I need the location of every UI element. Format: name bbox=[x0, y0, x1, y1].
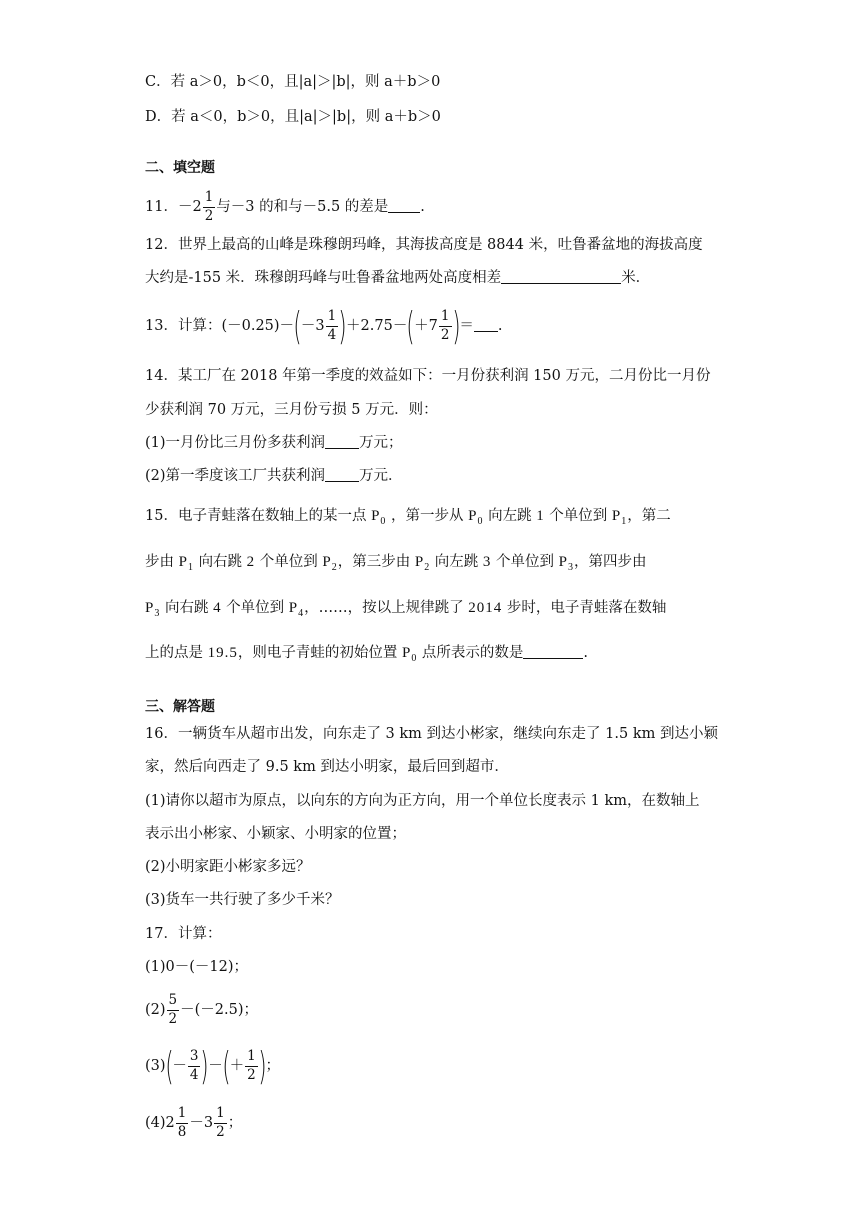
q17-p4-label: (4)2 bbox=[145, 1115, 175, 1131]
q15-symbol: $P_3$ bbox=[145, 600, 161, 619]
q13-middle: ＋2.75－ bbox=[346, 318, 408, 334]
q15-text: 向右跳 bbox=[198, 554, 243, 570]
option-c: C．若 a＞0，b＜0，且|a|＞|b|，则 a＋b＞0 bbox=[145, 74, 441, 90]
q15-symbol: $P_3$ bbox=[558, 554, 574, 573]
q13-left-paren: ( bbox=[293, 304, 302, 348]
q15-text: 步由 bbox=[145, 554, 174, 570]
q15-text: 15．电子青蛙落在数轴上的某一点 bbox=[145, 508, 367, 524]
q15-text: 个单位到 bbox=[226, 600, 285, 616]
q17-p3-a-num: 3 bbox=[188, 1050, 201, 1067]
q17-p3-minus: － bbox=[208, 1058, 223, 1074]
q15-line-1 bbox=[145, 506, 671, 532]
q17-p3-left-paren: ( bbox=[164, 1044, 174, 1088]
q15-end: . bbox=[583, 645, 589, 661]
q15-text: 步时，电子青蛙落在数轴 bbox=[506, 600, 667, 616]
section-2-title: 二、填空题 bbox=[145, 160, 215, 176]
q15-line-4 bbox=[145, 643, 588, 669]
q17-p3-right-paren-2: ) bbox=[258, 1044, 267, 1088]
q17-part-2 bbox=[145, 987, 258, 1033]
q15-number: 2014 bbox=[468, 600, 503, 616]
q13-term1-fraction bbox=[326, 310, 339, 342]
q17-p3-b-num: 1 bbox=[245, 1050, 258, 1067]
q15-symbol: $P_0$ bbox=[371, 508, 387, 527]
q15-text: ，第四步由 bbox=[573, 554, 647, 570]
q15-symbol: $P_2$ bbox=[414, 554, 431, 573]
q15-text: ，则电子青蛙的初始位置 bbox=[237, 645, 398, 661]
q15-symbol: $P_4$ bbox=[288, 600, 305, 619]
q15-number: 4 bbox=[213, 600, 222, 616]
q14-sub-1 bbox=[145, 433, 403, 453]
q15-text: 个单位到 bbox=[549, 508, 608, 524]
q13-term1-den: 4 bbox=[327, 326, 337, 343]
q12-answer-blank[interactable] bbox=[501, 269, 621, 284]
q12-line-2-text: 大约是-155 米．珠穆朗玛峰与吐鲁番盆地两处高度相差 bbox=[145, 270, 502, 286]
section-3-title: 三、解答题 bbox=[145, 699, 215, 715]
q14-sub2-text: (2)第一季度该工厂共获利润 bbox=[145, 468, 326, 484]
q15-text: 向左跳 bbox=[434, 554, 479, 570]
q13-term2-fraction bbox=[439, 310, 452, 342]
q14-line-2: 少获利润 70 万元，三月份亏损 5 万元．则： bbox=[145, 402, 438, 418]
q15-text: 向右跳 bbox=[164, 600, 209, 616]
q17-p4-a-den: 8 bbox=[177, 1123, 187, 1140]
q17-p4-b-den: 2 bbox=[216, 1123, 225, 1140]
q15-line-2 bbox=[145, 552, 646, 578]
q11-whole: －2 bbox=[177, 199, 202, 215]
q17-p2-num: 5 bbox=[167, 994, 180, 1011]
q15-text: 上的点是 bbox=[145, 645, 203, 661]
q17-p4-b-num: 1 bbox=[214, 1107, 227, 1124]
q17-p4-a-fraction bbox=[176, 1107, 189, 1139]
q12-line-1: 12．世界上最高的山峰是珠穆朗玛峰，其海拔高度是 8844 米，吐鲁番盆地的海拔高度 bbox=[145, 237, 703, 253]
q11-fraction bbox=[203, 191, 216, 223]
q13-left-paren-2: ( bbox=[406, 304, 415, 348]
q17-part-1: (1)0－(－12)； bbox=[145, 959, 249, 975]
q15-text: ，第三步由 bbox=[337, 554, 411, 570]
q16-line-6: (3)货车一共行驶了多少千米？ bbox=[145, 892, 340, 908]
q13-term1-num: 1 bbox=[326, 310, 339, 327]
q15-number: 2 bbox=[246, 554, 256, 570]
q17-p3-left-paren-2: ( bbox=[222, 1044, 231, 1088]
q17-p2-rest: －(－2.5)； bbox=[180, 1002, 259, 1018]
q13-term2-whole: ＋7 bbox=[414, 318, 438, 334]
q13-right-paren-2: ) bbox=[451, 304, 460, 348]
q13-prefix: 13．计算：(－0.25)－ bbox=[145, 318, 295, 334]
q15-number: 19.5 bbox=[207, 645, 238, 661]
q15-symbol: $P_0$ bbox=[468, 508, 484, 527]
q15-text: ，第一步从 bbox=[391, 508, 464, 524]
q14-sub2-blank[interactable] bbox=[325, 467, 359, 482]
q17-p4-end: ； bbox=[227, 1115, 243, 1131]
q17-p3-label: (3) bbox=[145, 1058, 166, 1074]
q13-term2-den: 2 bbox=[440, 326, 450, 343]
q15-symbol: $P_2$ bbox=[322, 554, 338, 573]
q15-text: 个单位到 bbox=[259, 554, 318, 570]
q15-number: 3 bbox=[482, 554, 492, 570]
q17-p4-b-fraction bbox=[214, 1107, 227, 1139]
q15-answer-blank[interactable] bbox=[523, 644, 583, 659]
q16-line-2: 家，然后向西走了 9.5 km 到达小明家，最后回到超市． bbox=[145, 759, 509, 775]
q11-frac-den: 2 bbox=[204, 207, 214, 224]
q11-number: 11． bbox=[145, 199, 178, 215]
q17-p3-right-paren: ) bbox=[200, 1044, 209, 1088]
q15-number: 1 bbox=[536, 508, 545, 524]
q13-right-paren: ) bbox=[338, 304, 347, 348]
q15-text: 向左跳 bbox=[488, 508, 532, 524]
q16-line-3: (1)请你以超市为原点，以向东的方向为正方向，用一个单位长度表示 1 km，在数轴上 bbox=[145, 793, 700, 809]
q15-text: ，……，按以上规律跳了 bbox=[304, 600, 464, 616]
q17-p2-fraction bbox=[167, 994, 180, 1026]
q16-line-5: (2)小明家距小彬家多远？ bbox=[145, 859, 311, 875]
q11-end: . bbox=[420, 199, 425, 215]
question-11 bbox=[145, 185, 425, 229]
q14-sub1-blank[interactable] bbox=[325, 434, 359, 449]
q14-sub2-end: 万元． bbox=[359, 468, 403, 484]
q17-p2-den: 2 bbox=[168, 1010, 178, 1027]
q17-p3-a-den: 4 bbox=[189, 1066, 199, 1083]
q15-symbol: $P_1$ bbox=[178, 554, 194, 573]
q17-title: 17．计算： bbox=[145, 926, 222, 942]
q17-p3-a-fraction bbox=[188, 1050, 201, 1082]
q17-p2-label: (2) bbox=[145, 1002, 166, 1018]
q15-symbol: $P_0$ bbox=[401, 645, 418, 664]
q14-sub1-end: 万元； bbox=[359, 435, 403, 451]
q13-term1-whole: －3 bbox=[300, 318, 325, 334]
q16-line-4: 表示出小彬家、小颖家、小明家的位置； bbox=[145, 826, 406, 842]
q12-line-2 bbox=[145, 268, 650, 288]
option-d: D．若 a＜0，b＞0，且|a|＞|b|，则 a＋b＞0 bbox=[145, 109, 441, 125]
q11-answer-blank[interactable] bbox=[388, 198, 420, 213]
q11-frac-num: 1 bbox=[203, 191, 216, 208]
question-13 bbox=[145, 300, 502, 352]
q17-p3-b-sign: ＋ bbox=[229, 1058, 245, 1074]
q15-text: ，第二 bbox=[627, 508, 671, 524]
q15-text: 点所表示的数是 bbox=[421, 645, 524, 661]
q13-equals: ＝ bbox=[459, 318, 474, 334]
q17-p3-end: ； bbox=[265, 1058, 281, 1074]
q17-part-4 bbox=[145, 1100, 242, 1146]
q14-sub1-text: (1)一月份比三月份多获利润 bbox=[145, 435, 326, 451]
q17-p4-mid: －3 bbox=[189, 1115, 214, 1131]
q14-sub-2 bbox=[145, 466, 403, 486]
q15-text: 个单位到 bbox=[496, 554, 555, 570]
q17-p4-a-num: 1 bbox=[176, 1107, 189, 1124]
q13-answer-blank[interactable] bbox=[474, 317, 498, 332]
q13-end: . bbox=[497, 318, 503, 334]
q17-p3-a-sign: － bbox=[172, 1058, 187, 1074]
q14-line-1: 14．某工厂在 2018 年第一季度的效益如下：一月份获利润 150 万元，二月份比一月份 bbox=[145, 368, 711, 384]
q17-part-3 bbox=[145, 1040, 280, 1092]
q16-line-1: 16．一辆货车从超市出发，向东走了 3 km 到达小彬家，继续向东走了 1.5 km 到达小颖 bbox=[145, 726, 718, 742]
q13-term2-num: 1 bbox=[439, 310, 452, 327]
q15-line-3 bbox=[145, 598, 666, 624]
q17-p3-b-den: 2 bbox=[247, 1066, 256, 1083]
q17-p3-b-fraction bbox=[245, 1050, 258, 1082]
q11-text: 与－3 的和与－5.5 的差是 bbox=[216, 199, 389, 215]
q15-symbol: $P_1$ bbox=[611, 508, 628, 527]
q12-end: 米． bbox=[621, 270, 651, 286]
